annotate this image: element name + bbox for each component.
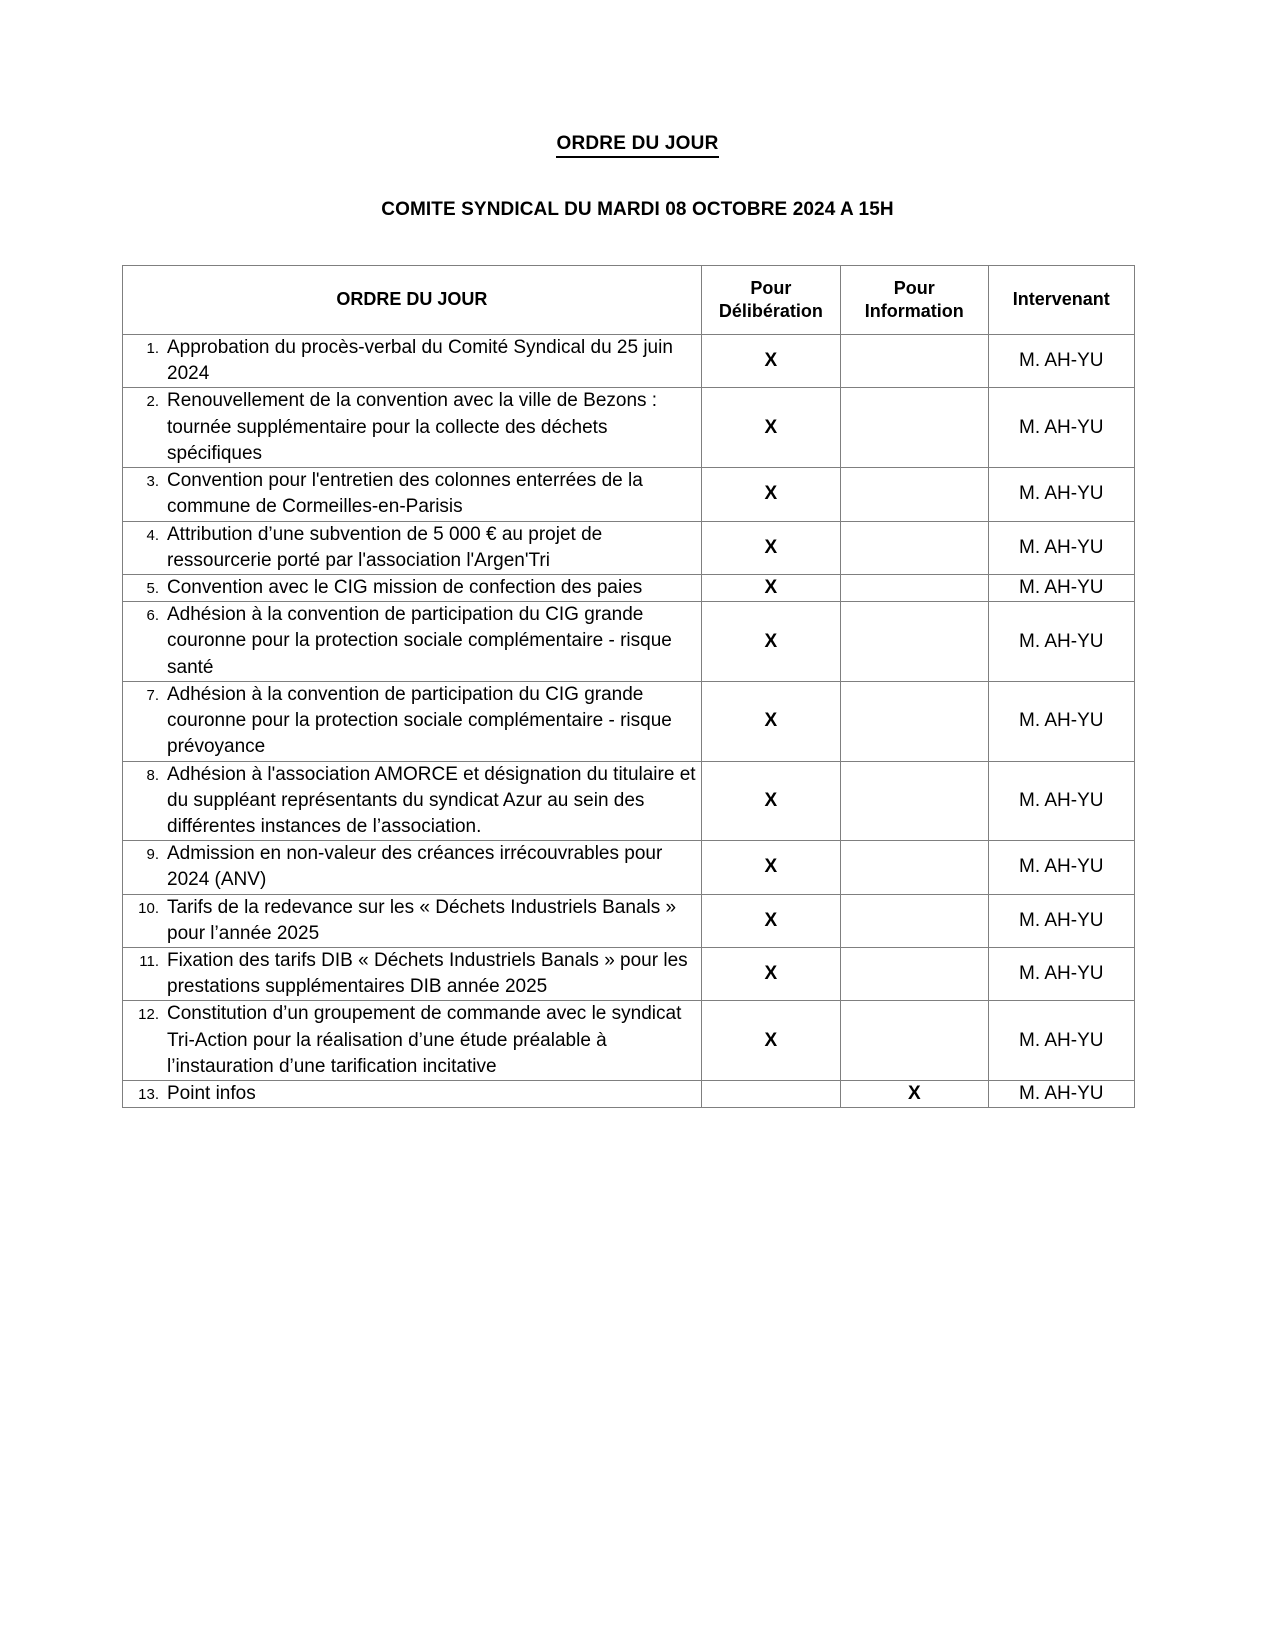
agenda-item-number: 8. <box>146 766 159 784</box>
deliberation-mark-cell <box>701 1081 840 1108</box>
table-row <box>123 602 1135 682</box>
agenda-item-text: Adhésion à la convention de participation du CIG grande couronne pour la protection sociale complémentaire - risque santé <box>167 604 672 678</box>
agenda-item-cell <box>123 1081 702 1108</box>
table-row <box>123 1001 1135 1081</box>
column-header-deliberation-line1: Pour <box>750 278 792 298</box>
column-header-information-line2: Information <box>864 300 964 321</box>
agenda-item-inner <box>123 468 701 520</box>
information-mark-cell <box>841 894 988 947</box>
agenda-item-text: Constitution d’un groupement de commande avec le syndicat Tri-Action pour la réalisation d’une étude préalable à l’instauration d’une tarification incitative <box>167 1003 682 1077</box>
agenda-item-inner <box>123 575 701 601</box>
agenda-item-number: 13. <box>138 1086 159 1104</box>
agenda-item-cell <box>123 574 702 601</box>
speaker-cell: M. AH-YU <box>988 761 1134 841</box>
information-mark-cell <box>841 602 988 682</box>
table-row <box>123 468 1135 521</box>
deliberation-mark-cell: X <box>701 1001 840 1081</box>
table-row <box>123 761 1135 841</box>
information-mark-cell <box>841 335 988 388</box>
column-header-speaker: Intervenant <box>988 266 1134 335</box>
agenda-item-number: 4. <box>146 526 159 544</box>
speaker-cell: M. AH-YU <box>988 841 1134 894</box>
speaker-cell: M. AH-YU <box>988 948 1134 1001</box>
information-mark-cell <box>841 468 988 521</box>
agenda-item-text: Attribution d’une subvention de 5 000 € au projet de ressourcerie porté par l'association l'Argen'Tri <box>167 523 603 571</box>
agenda-item-cell <box>123 1001 702 1081</box>
agenda-table <box>122 265 1135 1108</box>
agenda-item-text: Tarifs de la redevance sur les « Déchets Industriels Banals » pour l’année 2025 <box>167 896 677 944</box>
agenda-item-cell <box>123 761 702 841</box>
information-mark-cell <box>841 841 988 894</box>
column-header-information-line1: Pour <box>893 278 935 298</box>
deliberation-mark-cell: X <box>701 521 840 574</box>
agenda-item-number: 10. <box>138 899 159 917</box>
table-row <box>123 574 1135 601</box>
page-title <box>0 0 1275 155</box>
agenda-item-number: 2. <box>146 393 159 411</box>
speaker-cell: M. AH-YU <box>988 521 1134 574</box>
column-header-deliberation <box>701 266 840 335</box>
agenda-item-number: 1. <box>146 340 159 357</box>
deliberation-mark-cell: X <box>701 388 840 468</box>
table-row <box>123 841 1135 894</box>
page-title-text: ORDRE DU JOUR <box>556 133 718 158</box>
table-row <box>123 1081 1135 1108</box>
information-mark-cell <box>841 761 988 841</box>
agenda-item-inner <box>123 1081 701 1107</box>
agenda-item-number: 12. <box>138 1006 159 1024</box>
deliberation-mark-cell: X <box>701 602 840 682</box>
deliberation-mark-cell: X <box>701 948 840 1001</box>
deliberation-mark-cell: X <box>701 574 840 601</box>
speaker-cell: M. AH-YU <box>988 335 1134 388</box>
table-header-row <box>123 266 1135 335</box>
information-mark-cell: X <box>841 1081 988 1108</box>
speaker-cell: M. AH-YU <box>988 681 1134 761</box>
deliberation-mark-cell: X <box>701 761 840 841</box>
table-row <box>123 335 1135 388</box>
information-mark-cell <box>841 574 988 601</box>
deliberation-mark-cell: X <box>701 894 840 947</box>
column-header-information <box>841 266 988 335</box>
agenda-table-body <box>123 335 1135 1108</box>
agenda-item-inner <box>123 841 701 893</box>
agenda-item-inner <box>123 602 701 681</box>
agenda-item-text: Convention pour l'entretien des colonnes enterrées de la commune de Cormeilles-en-Parisis <box>167 470 643 518</box>
agenda-item-number: 5. <box>146 579 159 597</box>
speaker-cell: M. AH-YU <box>988 602 1134 682</box>
agenda-item-cell <box>123 894 702 947</box>
agenda-table-wrapper <box>0 221 1275 1108</box>
agenda-item-cell <box>123 948 702 1001</box>
agenda-item-inner <box>123 948 701 1000</box>
information-mark-cell <box>841 388 988 468</box>
agenda-item-text: Approbation du procès-verbal du Comité Syndical du 25 juin 2024 <box>167 337 673 385</box>
agenda-item-inner <box>123 762 701 841</box>
agenda-item-cell <box>123 468 702 521</box>
agenda-item-cell <box>123 841 702 894</box>
deliberation-mark-cell: X <box>701 468 840 521</box>
agenda-item-text: Convention avec le CIG mission de confection des paies <box>167 576 643 598</box>
speaker-cell: M. AH-YU <box>988 574 1134 601</box>
table-row <box>123 388 1135 468</box>
agenda-item-number: 9. <box>146 846 159 864</box>
information-mark-cell <box>841 681 988 761</box>
table-row <box>123 521 1135 574</box>
agenda-item-cell <box>123 681 702 761</box>
agenda-item-text: Adhésion à la convention de participation du CIG grande couronne pour la protection sociale complémentaire - risque prévoyance <box>167 683 672 758</box>
speaker-cell: M. AH-YU <box>988 388 1134 468</box>
speaker-cell: M. AH-YU <box>988 1001 1134 1081</box>
column-header-agenda: ORDRE DU JOUR <box>123 266 702 335</box>
column-header-deliberation-line2: Délibération <box>718 300 823 321</box>
deliberation-mark-cell: X <box>701 681 840 761</box>
agenda-item-cell <box>123 335 702 388</box>
agenda-item-inner <box>123 1001 701 1080</box>
agenda-item-text: Point infos <box>167 1083 256 1105</box>
agenda-item-inner <box>123 388 701 467</box>
speaker-cell: M. AH-YU <box>988 894 1134 947</box>
agenda-item-text: Renouvellement de la convention avec la ville de Bezons : tournée supplémentaire pour la collecte des déchets spécifiques <box>167 390 658 464</box>
information-mark-cell <box>841 1001 988 1081</box>
page-subtitle: COMITE SYNDICAL DU MARDI 08 OCTOBRE 2024 A 15H <box>381 199 894 220</box>
agenda-item-inner <box>123 335 701 387</box>
agenda-item-text: Fixation des tarifs DIB « Déchets Industriels Banals » pour les prestations supplémentaires DIB année 2025 <box>167 950 688 998</box>
agenda-item-number: 3. <box>146 473 159 491</box>
agenda-item-text: Adhésion à l'association AMORCE et désignation du titulaire et du suppléant représentants du syndicat Azur au sein des différentes instances de l’association. <box>167 763 696 837</box>
speaker-cell: M. AH-YU <box>988 468 1134 521</box>
table-row <box>123 681 1135 761</box>
agenda-item-number: 11. <box>139 953 159 971</box>
speaker-cell: M. AH-YU <box>988 1081 1134 1108</box>
agenda-item-number: 7. <box>146 686 159 704</box>
information-mark-cell <box>841 948 988 1001</box>
agenda-item-cell <box>123 388 702 468</box>
agenda-item-text: Admission en non-valeur des créances irrécouvrables pour 2024 (ANV) <box>167 843 663 891</box>
deliberation-mark-cell: X <box>701 335 840 388</box>
agenda-item-inner <box>123 682 701 761</box>
agenda-item-number: 6. <box>146 607 159 625</box>
table-row <box>123 894 1135 947</box>
agenda-table-head <box>123 266 1135 335</box>
table-row <box>123 948 1135 1001</box>
agenda-item-cell <box>123 602 702 682</box>
agenda-item-inner <box>123 522 701 574</box>
deliberation-mark-cell: X <box>701 841 840 894</box>
agenda-item-inner <box>123 895 701 947</box>
agenda-item-cell <box>123 521 702 574</box>
information-mark-cell <box>841 521 988 574</box>
